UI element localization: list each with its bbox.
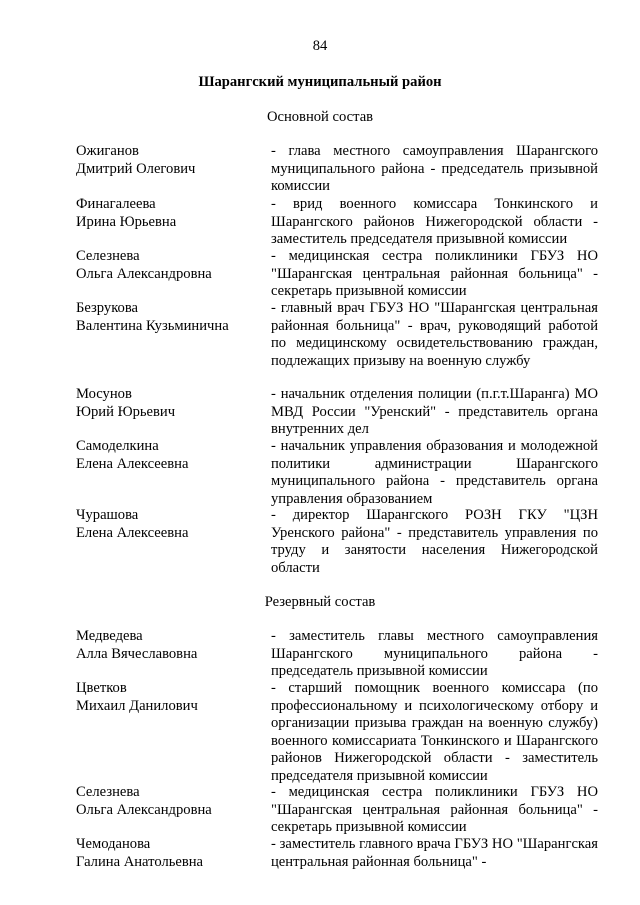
member-surname: Селезнева xyxy=(76,248,140,264)
member-surname: Чемоданова xyxy=(76,836,151,852)
member-given-name: Михаил Данилович xyxy=(76,697,198,714)
member-role: - старший помощник военного комиссара (по профессиональному и психологическому отбору и организации призыва граждан на военную службу) военного комиссариата Тонкинского и Шарангского районов Нижегородской области - заместитель председателя призывной комиссии xyxy=(271,680,598,784)
member-given-name: Елена Алексеевна xyxy=(76,524,189,541)
member-given-name: Галина Анатольевна xyxy=(76,853,204,870)
member-surname: Медведева xyxy=(76,628,143,644)
member-role: - начальник отделения полиции (п.г.т.Шаранга) МО МВД России "Уренский" - представитель органа внутренних дел xyxy=(271,386,598,438)
member-given-name: Ирина Юрьевна xyxy=(76,213,177,230)
member-surname: Финагалеева xyxy=(76,196,156,212)
member-given-name: Валентина Кузьминична xyxy=(76,317,229,334)
member-given-name: Елена Алексеевна xyxy=(76,455,189,472)
member-role: - глава местного самоуправления Шарангского муниципального района - председатель призывной комиссии xyxy=(271,143,598,195)
member-role: - заместитель главного врача ГБУЗ НО "Шарангская центральная районная больница" - xyxy=(271,836,598,870)
member-name xyxy=(76,784,266,819)
member-role: - главный врач ГБУЗ НО "Шарангская центральная районная больница" - врач, руководящий работой по медицинскому освидетельствованию граждан, подлежащих призыву на военную службу xyxy=(271,300,598,369)
member-name xyxy=(76,143,266,178)
member-given-name: Юрий Юрьевич xyxy=(76,403,176,420)
member-name xyxy=(76,836,266,871)
member-given-name: Ольга Александровна xyxy=(76,801,212,818)
member-role: - врид военного комиссара Тонкинского и Шарангского районов Нижегородской области - заместитель председателя призывной комиссии xyxy=(271,196,598,248)
member-surname: Селезнева xyxy=(76,784,140,800)
member-name xyxy=(76,628,266,663)
member-name xyxy=(76,386,266,421)
member-role: - заместитель главы местного самоуправления Шарангского муниципального района - председатель призывной комиссии xyxy=(271,628,598,680)
member-role: - директор Шарангского РОЗН ГКУ "ЦЗН Уренского района" - представитель управления по труду и занятости населения Нижегородской области xyxy=(271,507,598,576)
member-surname: Самоделкина xyxy=(76,438,159,454)
member-name xyxy=(76,438,266,473)
page-number: 84 xyxy=(312,38,328,54)
member-name xyxy=(76,507,266,542)
member-given-name: Ольга Александровна xyxy=(76,265,212,282)
member-surname: Цветков xyxy=(76,680,127,696)
member-surname: Ожиганов xyxy=(76,143,139,159)
member-given-name: Дмитрий Олегович xyxy=(76,160,196,177)
member-role: - медицинская сестра поликлиники ГБУЗ НО "Шарангская центральная районная больница" - секретарь призывной комиссии xyxy=(271,248,598,300)
member-surname: Мосунов xyxy=(76,386,132,402)
member-name xyxy=(76,248,266,283)
member-name xyxy=(76,196,266,231)
section-heading-reserve: Резервный состав xyxy=(264,594,376,610)
document-title: Шарангский муниципальный район xyxy=(198,74,442,90)
member-name xyxy=(76,680,266,715)
member-surname: Чурашова xyxy=(76,507,139,523)
section-heading-main: Основной состав xyxy=(266,109,374,125)
member-surname: Безрукова xyxy=(76,300,139,316)
member-role: - медицинская сестра поликлиники ГБУЗ НО "Шарангская центральная районная больница" - секретарь призывной комиссии xyxy=(271,784,598,836)
member-role: - начальник управления образования и молодежной политики администрации Шарангского муниципального района - представитель органа управления образованием xyxy=(271,438,598,507)
member-given-name: Алла Вячеславовна xyxy=(76,645,198,662)
member-name xyxy=(76,300,266,335)
